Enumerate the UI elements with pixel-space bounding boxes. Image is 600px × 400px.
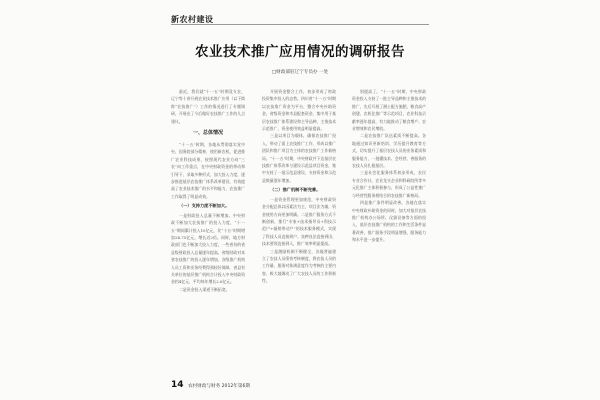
body-paragraph: 四是推广条件明显改善。各地在落实中央财政补助资金的同时，加大对基层农技推广机构办公场所、仪器设备等方面的投入，基层农技推广机构的工作和生活条件显著改善，推广服务手段明显增强，服务能力和水平进一步提升。 — [352, 200, 426, 243]
section-heading: 一、总体情况 — [192, 130, 223, 137]
body-paragraph: 最近，我们就“十一五”时期竟支农、辽宁等十省开展农业技术推广应用（以下简称“农技推广”）工作的情况进行了专题调研，开展出了今后做好农技推广工作的几点建议。 — [171, 89, 245, 124]
body-paragraph: 一是资金管理更加规范，中央财政资金分配总体以因素法为主、项目法为辅，资金使用方向更加明确。二是推广服务方式不断创新，推行“专家+技术指导员+科技示范户+辐射带动户”的技术服务模式，实现了科技人员直接到户、良种良法直接到田、技术要领直接到人，推广效率明显提高。 — [262, 196, 336, 247]
page-number: 14 — [171, 380, 184, 390]
journal-issue: 农村财政与财务 2012年第6期 — [188, 384, 251, 389]
text-column-2 — [262, 88, 336, 380]
body-paragraph: 三是以项目为载体，确保农技推广投入，带动了面上农技推广工作，形成以推广团队和推广项目为主体的农技推广工作新格局。“十一五”时期，中央财政共下达基层农技推广体系改革与建设示范县项目资金，集中支持了一批示范县建设，支持资金和示范县数量逐年增加。 — [262, 133, 336, 183]
body-paragraph: 三是激励机制不断健全，各地普遍建立了农技人员绩效考核制度，将农技人员的工作量、服务对象满意度作为考核的主要内容，极大地调动了广大农技人员的工作积极性。 — [262, 248, 336, 284]
body-paragraph: 三是社会化服务体系初步形成，农民专业合作社、农业龙头企业和科研院所等多元化推广主体积极参与，形成了公益性推广与经营性服务相结合的农技推广新格局。 — [352, 170, 426, 198]
text-column-1 — [171, 88, 245, 380]
article-title: 农业技术推广应用情况的调研报告 — [195, 44, 405, 60]
section-divider — [171, 24, 429, 25]
body-paragraph: 二是农技推广队伍素质不断提高。各地通过知识更新培训、学历提升教育等方式，切实提升了基层农技人员的业务素质和服务能力，一批懂技术、会经营、善服务的农技人员扎根基层。 — [352, 133, 426, 169]
body-paragraph: 开展资金整合工作，初步形成了财政投资集中投入的态势。四川省“十一五”时期以农技推广资金为平台，整合中央补助资金、省级资金和市县配套资金，集中用于基层农技推广体系建设和主导品种、主推技术示范推广，资金使用效益明显提高。 — [262, 89, 336, 132]
body-paragraph: “十一五”时期，各地从贯彻落实党中央、国务院部分精神，使用新农机，促进推广农业科技成果，按照现代农业方向“三农”向工作重点，在中央财政资金的带动和引导下，采取多种形式，加大投入力度，逐步推进基层农技推广体系改革建设，有效提高了农业技术推广的水平和能力，农技推广工作取得了明显成效。 — [171, 142, 245, 199]
section-heading: （二）推广机制不断完善。 — [270, 187, 321, 193]
text-column-3 — [352, 88, 426, 380]
body-paragraph: 二是资金投入渠道不断拓宽。 — [179, 286, 230, 292]
page-footer — [171, 380, 250, 390]
body-paragraph: 别提高了。“十一五”时期，中央财政资金投入支持了一批主导品种和主推技术的推广，先后开展了测土配方施肥、粮食高产创建、农机化推广等示范项目，农业科技贡献率逐年提高，有力地推动了粮食增产、农业增效和农民增收。 — [352, 89, 426, 132]
section-tag: 新农村建设 — [171, 15, 214, 24]
article-byline: □财政部驻辽宁专员办 一处 — [271, 70, 329, 75]
section-heading: （一）支持力度不断加大。 — [179, 203, 230, 209]
body-paragraph: 一是财政投入总量不断增加。中央财政不断加大农技推广的投入力度，“十一五”期间累计投入10亿元，比“十五”时期增加24.75亿元，增长近2倍。同时，地方财政部门也不断加大投入力度，一些省份的省县级财政投入总量逐年提高。省级财政对本省农技推广的投入逐年增加，各级推广机构人员工资和业务经费得到较好保障，省县有关单位的基层推广机构合计投入中央财政资金约4亿元，平均每年增长2.6亿元。 — [171, 212, 245, 285]
